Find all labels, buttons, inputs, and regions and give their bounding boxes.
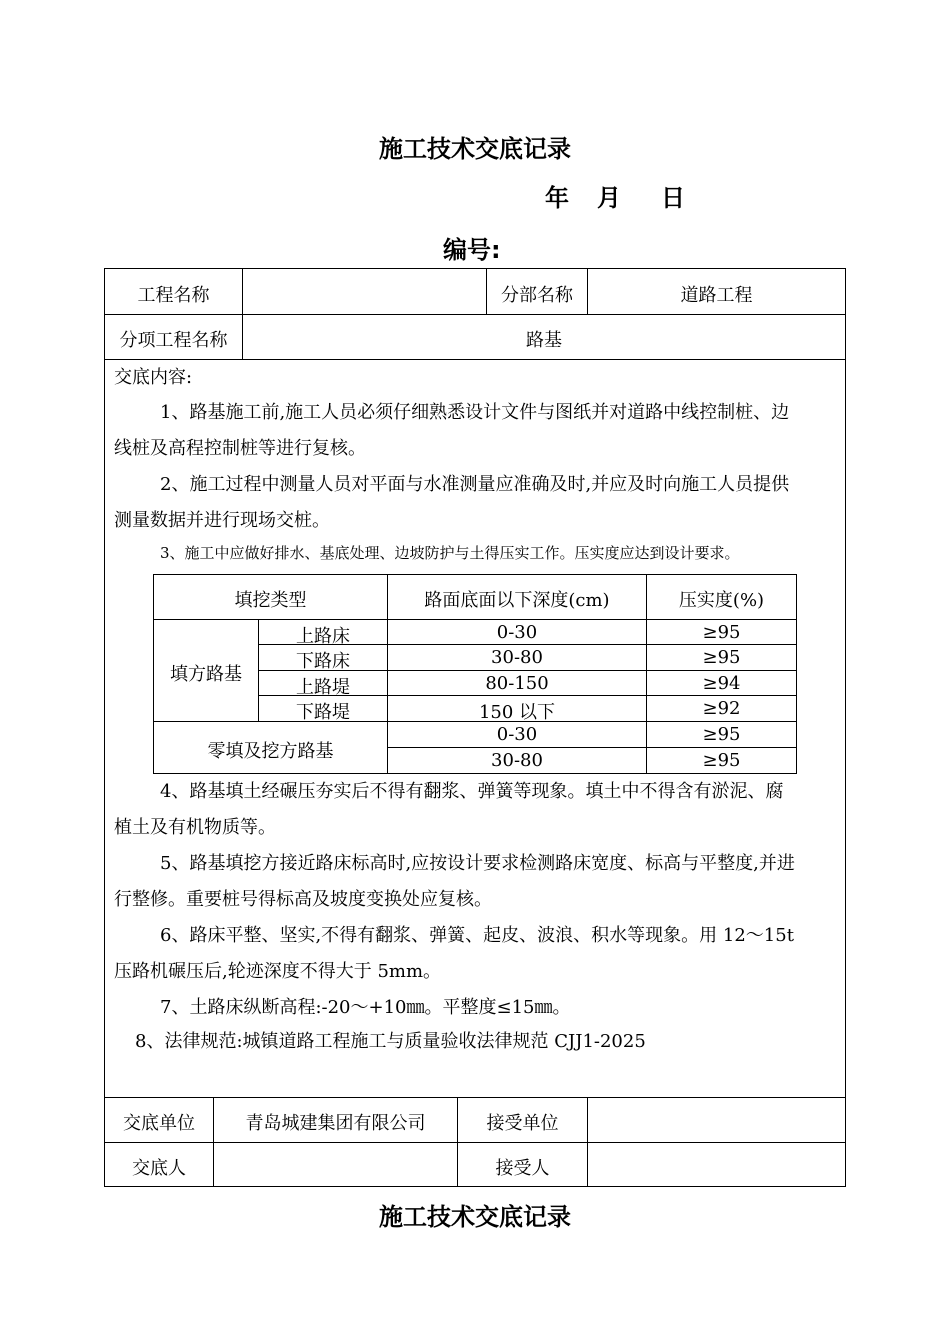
next-page-title: 施工技术交底记录: [379, 1203, 571, 1231]
paragraph-5-line-1: 5、路基填挖方接近路床标高时,应按设计要求检测路床宽度、标高与平整度,并进: [160, 853, 795, 874]
date-month: 月: [597, 184, 621, 212]
disclosure-form: [104, 268, 846, 1187]
paragraph-4-line-1: 4、路基填土经碾压夯实后不得有翻浆、弹簧等现象。填土中不得含有淤泥、腐: [160, 781, 784, 802]
paragraph-2-line-1: 2、施工过程中测量人员对平面与水准测量应准确及时,并应及时向施工人员提供: [160, 474, 790, 495]
paragraph-1-line-1: 1、路基施工前,施工人员必须仔细熟悉设计文件与图纸并对道路中线控制桩、边: [160, 402, 790, 423]
paragraph-6-line-2: 压路机碾压后,轮迹深度不得大于 5mm。: [114, 961, 442, 982]
receiver-person-label: 接受人: [495, 1158, 550, 1179]
table-cell-compaction: ≥95: [702, 647, 741, 668]
issuer-unit-value: 青岛城建集团有限公司: [245, 1113, 426, 1134]
table-cell-depth: 30-80: [491, 647, 543, 668]
paragraph-3: 3、施工中应做好排水、基底处理、边坡防护与土得压实工作。压实度应达到设计要求。: [160, 544, 740, 562]
table-cell-depth: 30-80: [491, 750, 543, 771]
issuer-person-label: 交底人: [132, 1158, 186, 1179]
content-heading: 交底内容:: [114, 367, 193, 388]
subitem-value: 路基: [526, 330, 562, 351]
date-year: 年: [545, 184, 569, 212]
table-cell-layer: 上路床: [296, 626, 350, 647]
table-cell-layer: 下路床: [296, 651, 350, 672]
date-day: 日: [661, 184, 685, 212]
table-cell-depth: 0-30: [496, 724, 538, 745]
table-cell-compaction: ≥92: [702, 698, 741, 719]
table-cell-depth: 150 以下: [478, 702, 556, 723]
paragraph-4-line-2: 植土及有机物质等。: [114, 817, 276, 838]
table-header-fill-type: 填挖类型: [234, 590, 307, 611]
cut-subgrade-group: 零填及挖方路基: [207, 741, 334, 762]
document-title: 施工技术交底记录: [379, 135, 571, 163]
serial-number-label: 编号:: [443, 236, 501, 264]
paragraph-6-line-1: 6、路床平整、坚实,不得有翻浆、弹簧、起皮、波浪、积水等现象。用 12～15t: [160, 925, 794, 946]
fill-subgrade-group: 填方路基: [170, 664, 242, 685]
division-label: 分部名称: [501, 285, 573, 306]
issuer-unit-label: 交底单位: [123, 1113, 195, 1134]
paragraph-2-line-2: 测量数据并进行现场交桩。: [114, 510, 330, 531]
project-name-label: 工程名称: [137, 285, 210, 306]
compaction-table: [153, 574, 797, 774]
table-cell-depth: 0-30: [496, 622, 538, 643]
paragraph-1-line-2: 线桩及高程控制桩等进行复核。: [114, 438, 366, 459]
table-cell-compaction: ≥94: [702, 673, 741, 694]
table-cell-compaction: ≥95: [702, 750, 741, 771]
paragraph-5-line-2: 行整修。重要桩号得标高及坡度变换处应复核。: [114, 889, 492, 910]
table-cell-layer: 上路堤: [296, 677, 350, 698]
table-header-depth: 路面底面以下深度(cm): [424, 590, 610, 611]
table-cell-compaction: ≥95: [702, 724, 741, 745]
paragraph-7: 7、土路床纵断高程:-20～+10㎜。平整度≤15㎜。: [160, 997, 571, 1018]
paragraph-8: 8、法律规范:城镇道路工程施工与质量验收法律规范 CJJ1-2025: [135, 1031, 646, 1052]
division-value: 道路工程: [680, 285, 753, 306]
table-header-compaction: 压实度(%): [678, 590, 765, 611]
subitem-label: 分项工程名称: [119, 330, 228, 351]
receiver-unit-label: 接受单位: [486, 1113, 559, 1134]
table-cell-layer: 下路堤: [296, 702, 350, 723]
date-line: [545, 178, 685, 213]
table-cell-compaction: ≥95: [702, 622, 741, 643]
table-cell-depth: 80-150: [485, 673, 549, 694]
